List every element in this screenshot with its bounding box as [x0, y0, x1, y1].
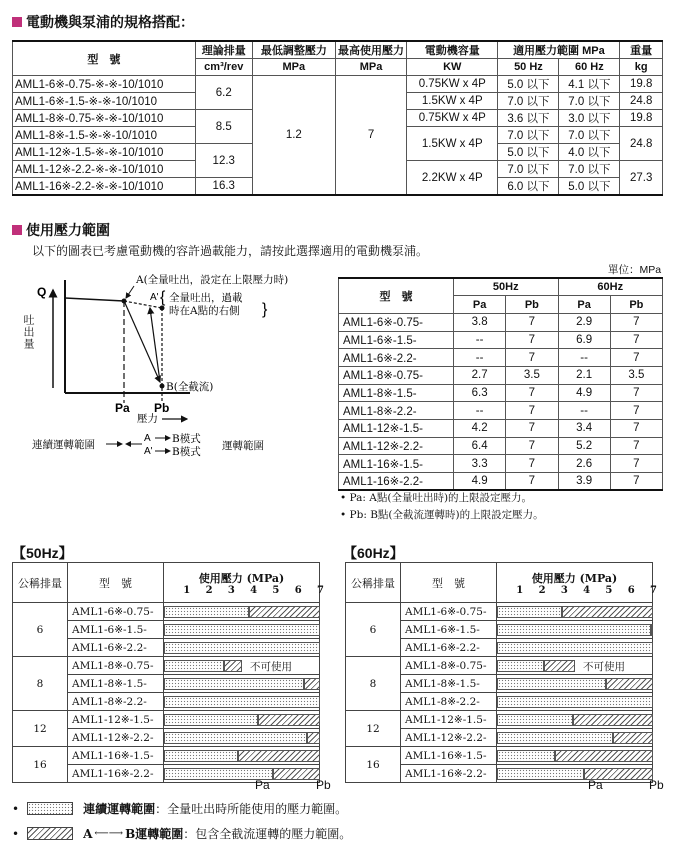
continuous-range-bar — [164, 696, 320, 708]
bar-row: 6 AML1-6※-0.75- — [13, 603, 320, 621]
svg-text:Pb: Pb — [154, 401, 170, 415]
bar-row: AML1-12※-2.2- — [346, 729, 653, 747]
bar-row: 12 AML1-12※-1.5- — [13, 711, 320, 729]
table-row: AML1-16※-1.5- 3.3 7 2.6 7 — [339, 455, 663, 473]
legend-cont: • 連續運轉範圍 ：全量吐出時所能使用的壓力範圍。 — [12, 801, 348, 816]
continuous-range-bar — [164, 714, 258, 726]
legend-ab: • A ⟵⟶ B運轉範圍 ：包含全截流運轉的壓力範圍。 — [12, 826, 352, 841]
bar-row: 12 AML1-12※-1.5- — [346, 711, 653, 729]
tick-label: 3 — [227, 585, 235, 596]
ab-range-bar — [258, 714, 320, 726]
continuous-range-bar — [164, 750, 238, 762]
note-pb: • Pb: B點(全截流運轉時)的上限設定壓力。 — [340, 509, 544, 521]
section2-title: 使用壓力範圍 — [12, 220, 110, 240]
point-a2 — [160, 306, 165, 311]
y-label: 吐出量 — [22, 314, 35, 350]
pa-pb-table: 型 號 50Hz 60Hz Pa Pb Pa Pb AML1-6※-0.75- 3.8 7 2.9 7 AML1-6※-1.5- -- 7 6.9 7 AML1-6※-2.2- -- 7 -- 7 AML1-8※-0.75- 2.7 3.5 2.1 3.5 AML1-8※-1.5- 6.3 7 4.9 7 AML1-8※-2.2- -- 7 -- 7 AML1-12※-1.5- 4.2 7 3.4 7 AML1-12※-2.2- 6.4 7 5.2 7 AML1-16※-1.5- 3.3 7 2.6 7 AML1-16※-2.2- 4.9 7 3.9 7 — [338, 277, 663, 491]
tick-label: 2 — [205, 585, 213, 596]
table-row: AML1-6※-0.75- 3.8 7 2.9 7 — [339, 313, 663, 331]
ab-range-bar — [613, 732, 653, 744]
svg-text:}: } — [262, 301, 268, 318]
tick-label: 1 — [183, 585, 191, 596]
bar-row: AML1-12※-2.2- — [13, 729, 320, 747]
hz50-title: 【50Hz】 — [12, 545, 73, 561]
svg-text:A(全量吐出，設定在上限壓力時): A(全量吐出，設定在上限壓力時) — [136, 274, 289, 286]
chart-50hz — [12, 562, 331, 792]
ab-range-bar — [238, 750, 320, 762]
continuous-range-bar — [497, 642, 653, 654]
table-row: AML1-12※-1.5- 4.2 7 3.4 7 — [339, 420, 663, 438]
continuous-range-bar — [497, 732, 613, 744]
bar-row: AML1-6※-1.5- — [13, 621, 320, 639]
bar-row: 16 AML1-16※-1.5- — [13, 747, 320, 765]
pa-marker: Pa — [588, 778, 603, 792]
bar-row: 16 AML1-16※-1.5- — [346, 747, 653, 765]
bar-row: AML1-6※-1.5- — [346, 621, 653, 639]
pb-marker: Pb — [649, 778, 664, 792]
bar-row: 8 AML1-8※-0.75- 不可使用 — [346, 657, 653, 675]
svg-text:Pa: Pa — [115, 401, 130, 415]
flow-line — [65, 298, 124, 301]
table-row: AML1-8※-2.2- -- 7 -- 7 — [339, 402, 663, 420]
bar-row: AML1-8※-2.2- — [13, 693, 320, 711]
table-row: AML1-6※-1.5- -- 7 6.9 7 — [339, 331, 663, 349]
continuous-range-bar — [497, 696, 653, 708]
bar-table: 公稱排量 型 號 使用壓力 (MPa) 1 2 3 4 5 6 7 6 AML1-6※-0.75- AML1-6※-1.5- AML1-6※-2.2- 8 AML1-8※-0.75- 不可使用 AML1-8※-1.5- AML1-8※-2.2- 12 AML1-12※-1.5- AML1-12※-2.2- 16 AML1-16※-1.5- AML1-16※-2.2- — [12, 562, 320, 783]
continuous-range-bar — [164, 678, 304, 690]
tick-label: 6 — [294, 585, 302, 596]
continuous-range-bar — [497, 678, 606, 690]
svg-text:連續運轉範圍: 連續運轉範圍 — [32, 439, 95, 451]
svg-text:B模式: B模式 — [172, 433, 201, 445]
svg-text:壓力: 壓力 — [137, 413, 158, 425]
svg-text:A': A' — [144, 446, 153, 457]
dot-swatch — [27, 802, 73, 815]
ab-range-bar — [224, 660, 242, 672]
table-row: AML1-12※-2.2- 6.4 7 5.2 7 — [339, 437, 663, 455]
bar-row: AML1-6※-2.2- — [346, 639, 653, 657]
bar-row: AML1-8※-1.5- — [346, 675, 653, 693]
bar-row: 6 AML1-6※-0.75- — [346, 603, 653, 621]
svg-text:A: A — [144, 433, 151, 444]
section2-desc: 以下的圖表已考慮電動機的容許過載能力，請按此選擇適用的電動機泵浦。 — [32, 244, 429, 258]
unit-label: 單位：MPa — [608, 264, 662, 276]
tick-label: 7 — [650, 585, 657, 596]
tick-label: 5 — [605, 585, 613, 596]
continuous-range-bar — [497, 624, 651, 636]
svg-text:B模式: B模式 — [172, 446, 201, 458]
spec-table: 型 號 理論排量 最低調整壓力 最高使用壓力 電動機容量 適用壓力範圍 MPa 重量 cm³/rev MPa MPa KW 50 Hz 60 Hz kg AML1-6※-0.75-※-※-10/1010 6.2 1.2 7 0.75KW x 4P 5.0 以下 4.1 以下 19.8 AML1-6※-1.5-※-※-10/1010 1.5KW x 4P 7.0 以下 7.0 以下 24.8 AML1-8※-0.75-※-※-10/1010 8.5 0.75KW x 4P 3.6 以下 3.0 以下 19.8 AML1-8※-1.5-※-※-10/1010 1.5KW x 4P 7.0 以下 7.0 以下 24.8 AML1-12※-1.5-※-※-10/1010 12.3 5.0 以下 4.0 以下 AML1-12※-2.2-※-※-10/1010 2.2KW x 4P 7.0 以下 7.0 以下 27.3 AML1-16※-2.2-※-※-10/1010 16.3 6.0 以下 5.0 以下 — [12, 40, 663, 196]
tick-label: 6 — [627, 585, 635, 596]
table-row: AML1-8※-0.75- 2.7 3.5 2.1 3.5 — [339, 366, 663, 384]
table-row: AML1-6※-2.2- -- 7 -- 7 — [339, 349, 663, 367]
continuous-range-bar — [497, 714, 573, 726]
ab-range-bar — [249, 606, 320, 618]
not-usable-label: 不可使用 — [583, 661, 625, 673]
ab-range-bar — [562, 606, 653, 618]
ab-range-bar — [606, 678, 653, 690]
table-row: AML1-8※-1.5- 6.3 7 4.9 7 — [339, 384, 663, 402]
hz60-title: 【60Hz】 — [343, 545, 404, 561]
tick-label: 4 — [250, 585, 258, 596]
bar-row: AML1-16※-2.2- — [13, 765, 320, 783]
svg-text:全量吐出，過載: 全量吐出，過載 — [169, 292, 243, 304]
svg-text:{: { — [160, 289, 166, 306]
bar-row: 8 AML1-8※-0.75- 不可使用 — [13, 657, 320, 675]
pa-marker: Pa — [255, 778, 270, 792]
table-row: AML1-16※-2.2- 4.9 7 3.9 7 — [339, 473, 663, 491]
bar-row: AML1-6※-2.2- — [13, 639, 320, 657]
q-label: Q — [37, 285, 47, 299]
ab-range-bar — [651, 624, 653, 636]
bar-row: AML1-8※-2.2- — [346, 693, 653, 711]
ab-range-bar — [307, 732, 320, 744]
continuous-range-bar — [164, 624, 320, 636]
note-pa: • Pa: A點(全量吐出時)的上限設定壓力。 — [340, 492, 533, 504]
continuous-range-bar — [497, 750, 555, 762]
hatch-swatch — [27, 827, 73, 840]
svg-text:時在A點的右側: 時在A點的右側 — [169, 305, 240, 317]
svg-text:A': A' — [150, 292, 159, 303]
chart-60hz — [345, 562, 664, 792]
continuous-range-bar — [164, 732, 307, 744]
bar-row: AML1-8※-1.5- — [13, 675, 320, 693]
section1-title: 電動機與泵浦的規格搭配： — [12, 12, 194, 32]
tick-label: 7 — [317, 585, 324, 596]
not-usable-label: 不可使用 — [250, 661, 292, 673]
tick-label: 2 — [538, 585, 546, 596]
continuous-range-bar — [164, 606, 249, 618]
tick-label: 4 — [583, 585, 591, 596]
bar-table: 公稱排量 型 號 使用壓力 (MPa) 1 2 3 4 5 6 7 6 AML1-6※-0.75- AML1-6※-1.5- AML1-6※-2.2- 8 AML1-8※-0.75- 不可使用 AML1-8※-1.5- AML1-8※-2.2- 12 AML1-12※-1.5- AML1-12※-2.2- 16 AML1-16※-1.5- AML1-16※-2.2- — [345, 562, 653, 783]
pressure-diagram — [12, 268, 334, 468]
svg-text:B(全截流): B(全截流) — [166, 381, 214, 393]
ab-range-bar — [304, 678, 320, 690]
ab-range-bar — [555, 750, 653, 762]
ab-range-bar — [544, 660, 575, 672]
continuous-range-bar — [497, 660, 544, 672]
ab-range-bar — [573, 714, 653, 726]
continuous-range-bar — [497, 768, 584, 780]
pb-marker: Pb — [316, 778, 331, 792]
ab-range-bar — [273, 768, 320, 780]
continuous-range-bar — [164, 642, 320, 654]
bar-row: AML1-16※-2.2- — [346, 765, 653, 783]
continuous-range-bar — [164, 660, 224, 672]
svg-text:運轉範圍: 運轉範圍 — [222, 440, 264, 452]
point-a — [122, 299, 127, 304]
point-b — [160, 384, 165, 389]
tick-label: 5 — [272, 585, 280, 596]
tick-label: 3 — [560, 585, 568, 596]
continuous-range-bar — [497, 606, 562, 618]
tick-label: 1 — [516, 585, 524, 596]
